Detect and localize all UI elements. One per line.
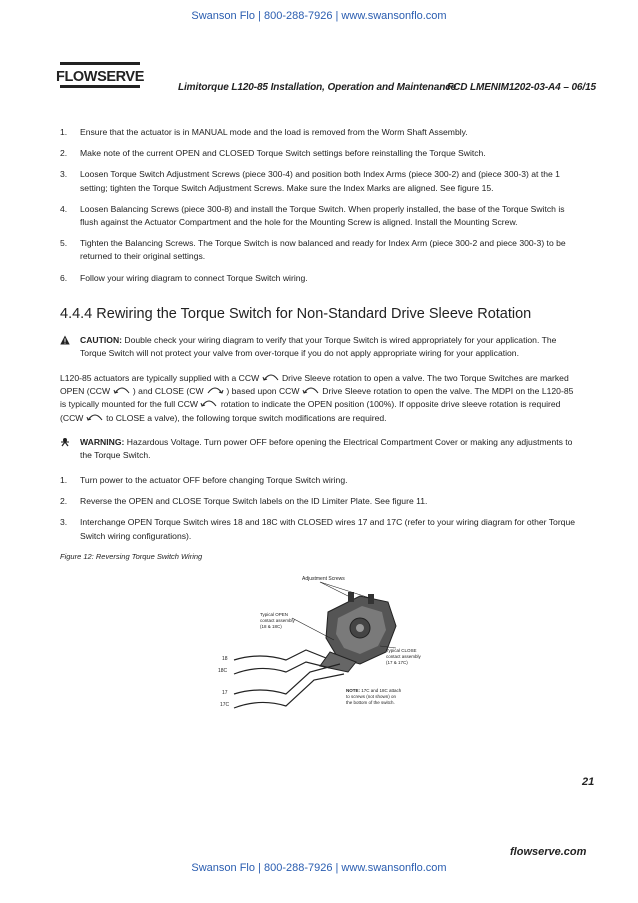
steps-list-b xyxy=(60,474,580,551)
list-item: 4. Loosen Balancing Screws (piece 300-8) and install the Torque Switch. When properly installed, the base of the Torque Switch is flush against the Actuator Compartment and the hole for the Mounting Screw is aligned. Install the Mounting Screw. xyxy=(60,203,565,228)
torque-switch-figure xyxy=(210,568,450,718)
steps-list-a xyxy=(60,126,580,293)
list-item: 6. Follow your wiring diagram to connect Torque Switch wiring. xyxy=(60,272,308,283)
list-item: 2. Reverse the OPEN and CLOSE Torque Switch labels on the ID Limiter Plate. See figure 11. xyxy=(60,496,428,507)
ccw-arrow-icon xyxy=(200,398,218,407)
close-contact-label-1: Typical CLOSE xyxy=(386,648,417,653)
hazard-voltage-icon xyxy=(60,437,70,447)
close-contact-label-2: contact assembly xyxy=(386,654,421,659)
bottom-banner: Swanson Flo | 800-288-7926 | www.swansonflo.com xyxy=(191,862,447,874)
warning-text: Hazardous Voltage. Turn power OFF before opening the Electrical Compartment Cover or making any adjustments to the Torque Switch. xyxy=(80,437,573,461)
ccw-arrow-icon xyxy=(86,412,104,421)
footer-website: flowserve.com xyxy=(510,846,587,858)
wire-18c-label: 18C xyxy=(218,668,228,674)
ccw-arrow-icon xyxy=(113,385,131,394)
wire-18-label: 18 xyxy=(222,656,228,662)
close-contact-label-3: (17 & 17C) xyxy=(386,660,408,665)
top-banner: Swanson Flo | 800-288-7926 | www.swansonflo.com xyxy=(191,10,447,22)
open-contact-label-1: Typical OPEN xyxy=(260,612,289,617)
list-item: 2. Make note of the current OPEN and CLOSED Torque Switch settings before reinstalling the Torque Switch. xyxy=(60,148,486,159)
figure-note-line-1: NOTE: 17C and 18C attach xyxy=(346,688,402,693)
caution-text: Double check your wiring diagram to verify that your Torque Switch is wired appropriately for your application. The Torque Switch will not protect your valve from over-torque if you do not apply appropriate wiring for your application. xyxy=(80,335,557,359)
adjustment-screws-label: Adjustment Screws xyxy=(302,576,345,582)
open-contact-label-3: (18 & 18C) xyxy=(260,624,282,629)
figure-note-line-3: the bottom of the switch. xyxy=(346,700,395,705)
caution-label: CAUTION: xyxy=(80,335,123,345)
section-heading: 4.4.4 Rewiring the Torque Switch for Non-Standard Drive Sleeve Rotation xyxy=(60,306,532,322)
document-title: Limitorque L120-85 Installation, Operation and Maintenance xyxy=(178,82,457,93)
wire-17c-label: 17C xyxy=(220,702,230,708)
list-item: 5. Tighten the Balancing Screws. The Torque Switch is now balanced and ready for Index Arm (piece 300-2 and piece 300-3) to be returned to their original settings. xyxy=(60,238,566,262)
caution-icon xyxy=(60,335,70,345)
warning-label: WARNING: xyxy=(80,437,125,447)
page-number: 21 xyxy=(582,776,595,788)
list-item: 1. Turn power to the actuator OFF before changing Torque Switch wiring. xyxy=(60,475,348,485)
figure-caption: Figure 12: Reversing Torque Switch Wiring xyxy=(60,552,203,561)
svg-text:FLOWSERVE: FLOWSERVE xyxy=(56,69,144,85)
list-item: 1. Ensure that the actuator is in MANUAL mode and the load is removed from the Worm Shaft Assembly. xyxy=(60,127,468,137)
rotation-paragraph: L120-85 actuators are typically supplied with a CCW Drive Sleeve rotation to open a valve. The two Torque Switches are marked OPEN (CCW ) and CLOSE (CW ) based upon CCW Drive Sleeve rotation to open the valve. The MDPI on the L120-85 is typically mounted for the full CCW rotation to indicate the OPEN position (100%). If opposite drive sleeve rotation is required (CCW to CLOSE a valve), the following torque switch modifications are required. xyxy=(60,373,574,423)
wire-17-label: 17 xyxy=(222,690,228,696)
ccw-arrow-icon xyxy=(302,385,320,394)
caution-note xyxy=(60,334,580,360)
warning-note xyxy=(60,436,580,462)
document-code: FCD LMENIM1202-03-A4 – 06/15 xyxy=(447,82,596,93)
cw-arrow-icon xyxy=(206,385,224,394)
header-title xyxy=(178,82,596,93)
torque-switch-illustration xyxy=(320,592,396,672)
ccw-arrow-icon xyxy=(262,372,280,381)
list-item: 3. Interchange OPEN Torque Switch wires 18 and 18C with CLOSED wires 17 and 17C (refer to your wiring diagram for other Torque Switch wiring configurations). xyxy=(60,517,576,541)
list-item: 3. Loosen Torque Switch Adjustment Screws (piece 300-4) and position both Index Arms (piece 300-2) and (piece 300-3) at the 1 setting; tighten the Torque Switch Adjustment Screws. Make sure the Index Marks are aligned. See figure 15. xyxy=(60,169,560,193)
figure-note-line-2: to screws (not shown) on xyxy=(346,694,397,699)
open-contact-label-2: contact assembly xyxy=(260,618,295,623)
flowserve-logo xyxy=(52,62,148,92)
